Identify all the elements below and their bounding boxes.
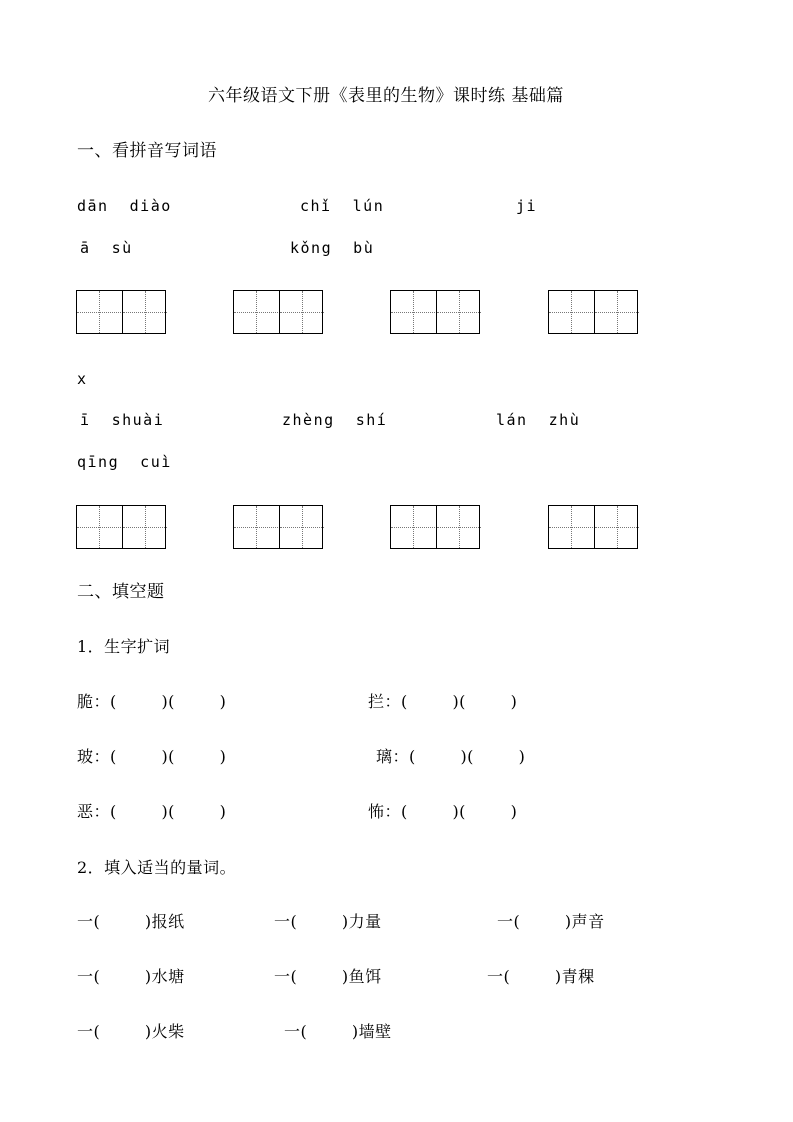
expand-word-item[interactable]: [77, 694, 226, 710]
section-heading-1: 一、看拼音写词语: [77, 141, 217, 161]
measure-word-item[interactable]: 一( )火柴: [77, 1022, 185, 1041]
question-label: 2．填入适当的量词。: [77, 858, 237, 877]
char-label: 拦：(: [368, 692, 408, 711]
fill-blank[interactable]: )( ): [407, 692, 518, 711]
writing-grid[interactable]: [548, 505, 638, 549]
pinyin-text: zhèng shí: [282, 411, 388, 429]
measure-word-item[interactable]: 一( )力量: [274, 912, 382, 931]
pinyin-text: qīng cuì: [77, 453, 172, 471]
pinyin-text: x: [77, 370, 88, 388]
fill-blank[interactable]: )( ): [415, 747, 526, 766]
measure-word-item[interactable]: 一( )水塘: [77, 967, 185, 986]
fill-blank[interactable]: )( ): [407, 802, 518, 821]
expand-word-item[interactable]: [368, 694, 517, 710]
char-label: 璃：(: [376, 747, 416, 766]
writing-grid[interactable]: [233, 290, 323, 334]
measure-word-item[interactable]: 一( )青稞: [487, 967, 595, 986]
question-label: 1．生字扩词: [77, 637, 171, 656]
writing-grid[interactable]: [76, 290, 166, 334]
pinyin-text: ā sù: [80, 239, 133, 257]
pinyin-text: ī shuài: [80, 411, 165, 429]
expand-word-item[interactable]: [376, 749, 525, 765]
fill-blank[interactable]: )( ): [116, 747, 227, 766]
fill-blank[interactable]: )( ): [116, 692, 227, 711]
writing-grid[interactable]: [76, 505, 166, 549]
expand-word-item[interactable]: [77, 804, 226, 820]
pinyin-text: kǒng bù: [290, 239, 375, 257]
writing-grid[interactable]: [548, 290, 638, 334]
writing-grid[interactable]: [390, 290, 480, 334]
char-label: 玻：(: [77, 747, 117, 766]
pinyin-text: lán zhù: [496, 411, 581, 429]
char-label: 脆：(: [77, 692, 117, 711]
section-heading-2: 二、填空题: [77, 582, 165, 602]
writing-grid[interactable]: [390, 505, 480, 549]
char-label: 恶：(: [77, 802, 117, 821]
pinyin-text: dān diào: [77, 197, 172, 215]
measure-word-item[interactable]: 一( )墙壁: [284, 1022, 392, 1041]
measure-word-item[interactable]: 一( )报纸: [77, 912, 185, 931]
expand-word-item[interactable]: [368, 804, 517, 820]
measure-word-item[interactable]: 一( )声音: [497, 912, 605, 931]
measure-word-item[interactable]: 一( )鱼饵: [274, 967, 382, 986]
expand-word-item[interactable]: [77, 749, 226, 765]
pinyin-text: chǐ lún: [300, 197, 385, 215]
char-label: 怖：(: [368, 802, 408, 821]
fill-blank[interactable]: )( ): [116, 802, 227, 821]
writing-grid[interactable]: [233, 505, 323, 549]
pinyin-text: ji: [516, 197, 538, 215]
page-title: 六年级语文下册《表里的生物》课时练 基础篇: [208, 86, 564, 106]
